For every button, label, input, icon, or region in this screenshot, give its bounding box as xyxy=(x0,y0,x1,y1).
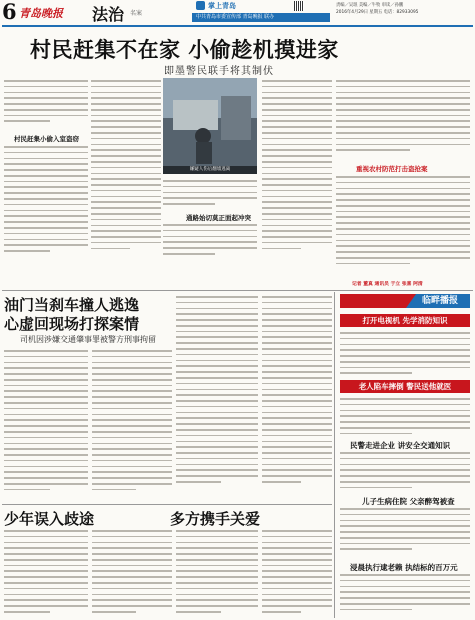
youth-body-col4 xyxy=(262,530,332,616)
masthead xyxy=(0,0,475,28)
lead-photo xyxy=(163,78,257,174)
traffic-headline-2: 心虚回现场打探案情 xyxy=(4,315,140,333)
brief-item4-title: 儿子生病住院 父亲醉驾被查 xyxy=(362,497,455,506)
section-divider-2 xyxy=(2,504,332,505)
section-name: 法治 xyxy=(92,5,125,24)
barcode-icon xyxy=(294,1,304,11)
lead-body-col2 xyxy=(91,80,161,258)
lead-subhead: 即墨警民联手将其制伏 xyxy=(164,66,274,77)
lead-body-col5 xyxy=(336,80,470,160)
lead-credit: 记者 董真 通讯员 于立 张喜 阿清 xyxy=(352,282,423,287)
traffic-body-col4 xyxy=(262,296,332,500)
brief-item2-body xyxy=(340,398,470,438)
lead-body-col1b xyxy=(4,146,88,258)
meta-line-2: 2016年4月29日 星期五 电话：82933095 xyxy=(336,10,419,15)
lead-body-col4 xyxy=(262,80,332,260)
traffic-headline-1: 油门当刹车撞人逃逸 xyxy=(4,296,140,314)
youth-body-col3 xyxy=(176,530,258,616)
traffic-body-col3 xyxy=(176,296,258,500)
app-icon xyxy=(196,1,205,10)
brief-item1-title-box xyxy=(340,314,470,327)
brief-item1-body xyxy=(340,332,470,378)
lead-body-col3b xyxy=(163,224,257,260)
youth-headline: 少年误入歧途 xyxy=(4,510,95,528)
lead-body-col3 xyxy=(163,180,257,210)
lead-side-title: 通路始切莫正面起冲突 xyxy=(186,214,251,222)
lead-section-title: 村民赶集小偷入室盗窃 xyxy=(14,135,79,143)
brief-item2-title-box xyxy=(340,380,470,393)
section-subname: 名案 xyxy=(130,10,143,17)
meta-line-1: 责编／吴珉 美编／牛牧 审读／孙鹏 xyxy=(336,3,404,8)
traffic-body-col1 xyxy=(4,350,88,500)
header-rule xyxy=(2,25,473,27)
brief-item4-body xyxy=(340,508,470,558)
brief-item5-body xyxy=(340,574,470,616)
app-caption-bar xyxy=(192,13,330,22)
app-name: 掌上青岛 xyxy=(208,2,236,10)
brief-column-border xyxy=(334,292,335,618)
brief-item1-title: 打开电视机 先学消防知识 xyxy=(362,316,448,325)
photo-scene xyxy=(163,78,257,174)
page-number: 6 xyxy=(2,0,17,24)
brief-item3-body xyxy=(340,452,470,490)
brief-header xyxy=(340,294,470,308)
brief-item3-title: 民警走进企业 讲安全交通知识 xyxy=(350,441,451,450)
youth-body-col1 xyxy=(4,530,88,616)
youth-headline-2: 多方携手关爱 xyxy=(170,510,261,528)
youth-body-col2 xyxy=(92,530,172,616)
brief-item2-title: 老人陷车摔倒 警民送他就医 xyxy=(358,382,452,391)
brief-item5-title: 浸晨执行逮老赖 执结标的百万元 xyxy=(350,563,458,572)
lead-headline: 村民赶集不在家 小偷趁机摸进家 xyxy=(30,38,339,62)
section-divider xyxy=(2,290,473,291)
paper-name: 青岛晚报 xyxy=(19,7,63,20)
traffic-subhead: 司机因涉嫌交通肇事罪被警方刑事拘留 xyxy=(20,335,156,344)
lead-right-title: 重视农村防范打击盗抢案 xyxy=(356,165,428,173)
lead-body-col1 xyxy=(4,80,88,130)
photo-caption: 嫌疑人伤后翻墙逃离 xyxy=(163,166,257,174)
lead-body-col5b xyxy=(336,176,470,274)
app-caption: 中共青岛市委宣传部 青岛晚报 联办 xyxy=(196,14,275,20)
brief-label: 临畔播报 xyxy=(422,296,459,306)
traffic-body-col2 xyxy=(92,350,172,500)
